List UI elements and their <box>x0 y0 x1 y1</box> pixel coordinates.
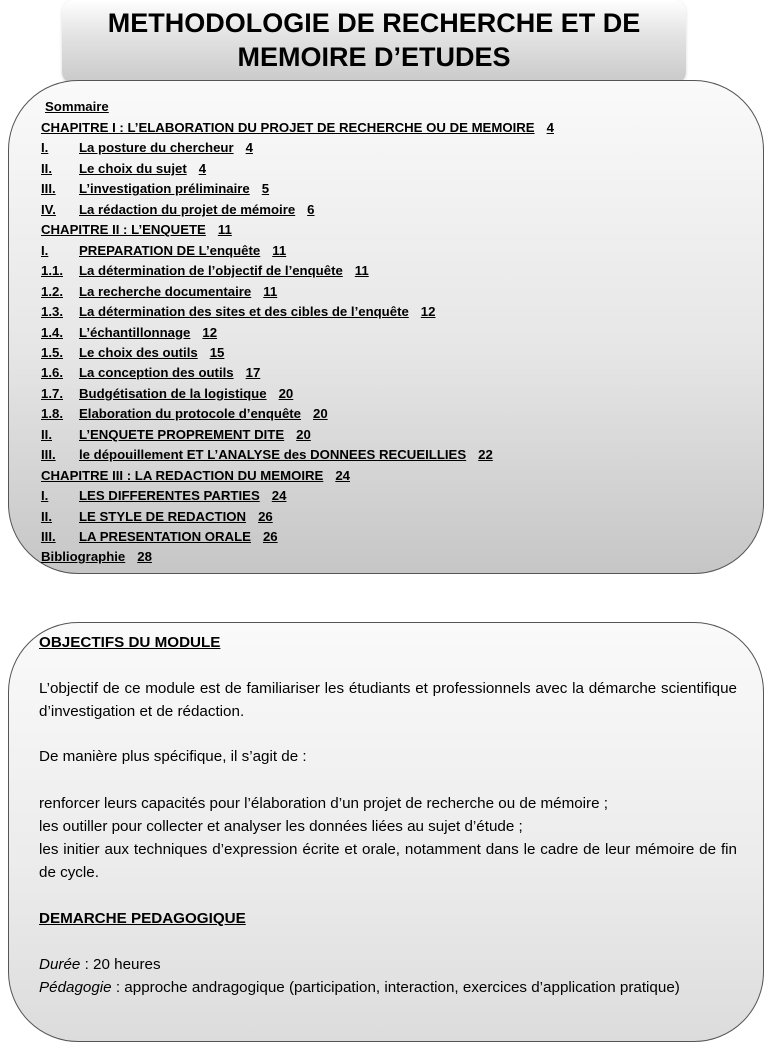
toc-entry-label: PREPARATION DE L’enquête <box>79 242 261 258</box>
toc-entry-number: I. <box>41 488 49 504</box>
duration-value: : 20 heures <box>80 956 161 973</box>
document-title: METHODOLOGIE DE RECHERCHE ET DE MEMOIRE D’ETUDES <box>107 8 641 72</box>
toc-entry <box>41 343 224 363</box>
toc-entry-label: LES DIFFERENTES PARTIES <box>79 488 260 504</box>
toc-entry-label: L’échantillonnage <box>79 324 191 340</box>
duration-line <box>39 953 737 976</box>
toc-entry-label: L’ENQUETE PROPREMENT DITE <box>79 426 285 442</box>
toc-entry <box>41 261 369 281</box>
title-banner <box>62 0 686 84</box>
toc-entry-label: CHAPITRE II : L’ENQUETE <box>41 222 206 238</box>
toc-entry-page: 24 <box>271 488 287 504</box>
toc-entry-number: 1.2. <box>41 283 63 299</box>
toc-entry-label: Le choix des outils <box>79 344 198 360</box>
toc-entry-number: 1.1. <box>41 263 63 279</box>
toc-entry-page: 20 <box>296 426 311 442</box>
toc-entry-page: 22 <box>478 447 493 463</box>
toc-entry <box>41 486 286 506</box>
toc-entry-label: LA PRESENTATION ORALE <box>79 529 251 544</box>
toc-entry-page: 4 <box>245 140 253 156</box>
objectives-heading: OBJECTIFS DU MODULE <box>39 634 221 651</box>
toc-entry-number: III. <box>41 529 56 544</box>
toc-entry-page: 12 <box>420 304 436 320</box>
toc-entry-number: 1.5. <box>41 344 63 360</box>
toc-entry-label: Bibliographie <box>41 549 126 565</box>
toc-entry <box>41 159 206 179</box>
toc-entry-label: La recherche documentaire <box>79 283 252 299</box>
toc-entry-label: La détermination des sites et des cibles de l’enquête <box>79 304 409 320</box>
toc-heading: Sommaire <box>45 99 109 114</box>
pedagogy-line <box>39 976 737 999</box>
toc-entry-label: La rédaction du projet de mémoire <box>79 201 296 217</box>
toc-entry-label: La détermination de l’objectif de l’enquête <box>79 263 343 279</box>
toc-entry-label: LE STYLE DE REDACTION <box>79 508 247 524</box>
objectives-specific: De manière plus spécifique, il s’agit de : <box>39 748 307 765</box>
pedagogy-value: : approche andragogique (participation, interaction, exercices d’application pratique) <box>111 979 680 996</box>
toc-entry-page: 11 <box>263 283 278 299</box>
objective-item-1: renforcer leurs capacités pour l’élaboration d’un projet de recherche ou de mémoire ; <box>39 795 608 812</box>
toc-entry <box>41 547 152 567</box>
toc-entry-label: CHAPITRE I : L’ELABORATION DU PROJET DE RECHERCHE OU DE MEMOIRE <box>41 120 535 135</box>
toc-entry <box>41 425 311 445</box>
toc-entry-page: 20 <box>278 385 294 401</box>
toc-entry-number: I. <box>41 242 49 258</box>
toc-entry <box>41 282 277 302</box>
toc-entry <box>41 404 328 424</box>
toc-entry <box>41 179 269 199</box>
toc-entry-label: le dépouillement ET L’ANALYSE des DONNEES RECUEILLIES <box>79 447 467 463</box>
toc-entry <box>41 302 435 322</box>
toc-entry-label: La conception des outils <box>79 365 234 381</box>
toc-entry <box>41 507 273 527</box>
toc-entry-number: II. <box>41 160 52 176</box>
toc-entry-page: 5 <box>261 181 270 197</box>
toc-entry-number: I. <box>41 140 49 156</box>
toc-entry-page: 26 <box>262 529 278 544</box>
toc-entry <box>41 241 286 261</box>
toc-entry <box>41 363 260 383</box>
toc-entry-page: 28 <box>137 549 152 565</box>
toc-entry-label: Le choix du sujet <box>79 160 187 176</box>
toc-entry-page: 12 <box>202 324 218 340</box>
toc-entry <box>41 466 350 486</box>
toc-entry <box>41 118 554 138</box>
toc-entry-number: III. <box>41 447 56 463</box>
toc-entry <box>41 445 493 465</box>
toc-entry-number: III. <box>41 181 56 197</box>
toc-entry <box>41 138 253 158</box>
toc-entry-page: 26 <box>258 508 273 524</box>
toc-entry-page: 11 <box>217 222 232 238</box>
toc-entry <box>41 200 315 220</box>
toc-entry-page: 15 <box>209 344 225 360</box>
toc-entry-page: 11 <box>272 242 287 258</box>
toc-entry <box>41 384 293 404</box>
objectives-intro: L’objectif de ce module est de familiariser les étudiants et professionnels avec la démarche scientifique d’investigation et de rédaction. <box>39 680 737 720</box>
method-heading: DEMARCHE PEDAGOGIQUE <box>39 910 246 927</box>
toc-entry-number: 1.6. <box>41 365 63 381</box>
objectives-panel <box>8 622 764 1042</box>
toc-entry <box>41 527 278 547</box>
toc-entry-label: La posture du chercheur <box>79 140 234 156</box>
toc-entry-number: 1.4. <box>41 324 63 340</box>
objective-item-3: les initier aux techniques d’expression écrite et orale, notamment dans le cadre de leur mémoire de fin de cycle. <box>39 841 737 881</box>
toc-entry-number: IV. <box>41 201 56 217</box>
toc-entry-page: 24 <box>335 467 350 483</box>
toc-entry-label: Budgétisation de la logistique <box>79 385 267 401</box>
toc-entry-page: 6 <box>307 201 315 217</box>
toc-entry-number: 1.3. <box>41 304 63 320</box>
toc-entry-number: II. <box>41 426 52 442</box>
toc-entry-page: 4 <box>198 160 207 176</box>
toc-entry-page: 11 <box>354 263 369 279</box>
toc-entry-number: 1.8. <box>41 406 63 422</box>
pedagogy-label: Pédagogie <box>39 979 112 996</box>
duration-label: Durée <box>39 956 81 973</box>
toc-entry-label: Elaboration du protocole d’enquête <box>79 406 301 422</box>
objective-item-2: les outiller pour collecter et analyser les données liées au sujet d’étude ; <box>39 818 523 835</box>
toc-entry <box>41 220 232 240</box>
toc-entry <box>41 323 217 343</box>
toc-entry-number: II. <box>41 508 52 524</box>
toc-entry-label: CHAPITRE III : LA REDACTION DU MEMOIRE <box>41 467 324 483</box>
table-of-contents <box>8 80 764 574</box>
toc-entry-page: 20 <box>313 406 328 422</box>
toc-entry-page: 17 <box>245 365 261 381</box>
toc-entry-page: 4 <box>546 120 554 135</box>
toc-entry-label: L’investigation préliminaire <box>79 181 250 197</box>
toc-entry-number: 1.7. <box>41 385 63 401</box>
